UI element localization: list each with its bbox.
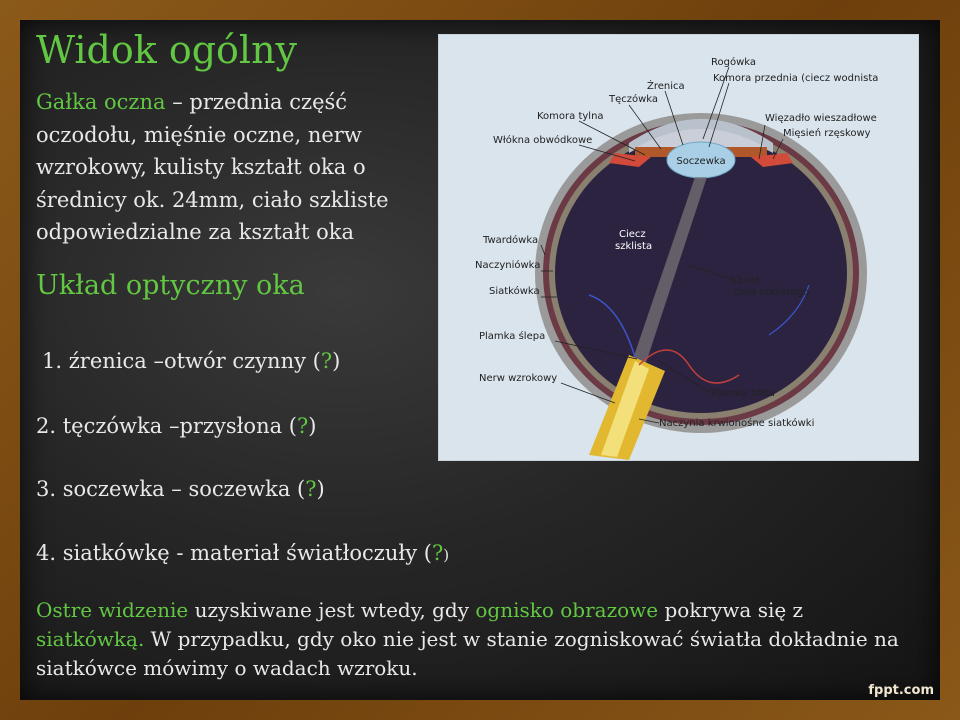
list-item: 2. tęczówka –przysłona (?) (36, 414, 317, 438)
svg-text:Plamka żółta: Plamka żółta (711, 388, 775, 399)
svg-text:Naczyniówka: Naczyniówka (475, 260, 541, 271)
svg-text:Komora przednia (ciecz wodnist: Komora przednia (ciecz wodnista (713, 73, 879, 84)
svg-text:Naczynia krwionośne siatkówki: Naczynia krwionośne siatkówki (659, 418, 815, 429)
svg-text:Źrenica: Źrenica (647, 81, 685, 92)
list-item: 3. soczewka – soczewka (?) (36, 477, 325, 501)
slide-title: Widok ogólny (36, 28, 298, 72)
fppt-watermark: fppt.com (868, 683, 934, 698)
svg-text:Włókna obwódkowe: Włókna obwódkowe (493, 135, 593, 146)
svg-text:Kanał: Kanał (731, 275, 759, 286)
intro-term: Gałka oczna (36, 90, 166, 114)
svg-text:Tęczówka: Tęczówka (609, 94, 659, 105)
intro-text: – przednia część oczodołu, mięśnie oczne, nerw wzrokowy, kulisty kształt oka o średnicy ok. 24mm, ciało szkliste odpowiedzialne za kształt oka (36, 90, 389, 244)
svg-text:Nerw wzrokowy: Nerw wzrokowy (479, 373, 558, 384)
list-item: 4. siatkówkę - materiał światłoczuły (?) (36, 541, 450, 565)
intro-paragraph (36, 86, 436, 249)
eye-cross-section-image (439, 35, 918, 460)
list-item: 1. źrenica –otwór czynny (?) (42, 349, 341, 373)
svg-text:ciała szklistego: ciała szklistego (733, 287, 810, 298)
section-heading: Układ optyczny oka (36, 270, 305, 301)
svg-text:Więzadło wieszadłowe: Więzadło wieszadłowe (765, 113, 877, 124)
svg-text:szklista: szklista (615, 241, 653, 252)
eye-diagram (438, 34, 919, 461)
svg-text:Twardówka: Twardówka (483, 235, 539, 246)
svg-text:Rogówka: Rogówka (711, 57, 757, 68)
svg-text:Mięsień rzęskowy: Mięsień rzęskowy (783, 128, 871, 139)
slide (20, 20, 940, 700)
svg-text:Soczewka: Soczewka (676, 156, 726, 167)
svg-text:Komora tylna: Komora tylna (537, 111, 604, 122)
closing-paragraph: Ostre widzenie uzyskiwane jest wtedy, gdy ognisko obrazowe pokrywa się z siatkówką. W przypadku, gdy oko nie jest w stanie zogniskować światła dokładnie na siatkówce mówimy o wadach wzroku. (36, 598, 899, 680)
svg-text:Plamka ślepa: Plamka ślepa (479, 331, 546, 342)
svg-text:Siatkówka: Siatkówka (489, 286, 540, 297)
svg-text:Ciecz: Ciecz (619, 229, 646, 240)
